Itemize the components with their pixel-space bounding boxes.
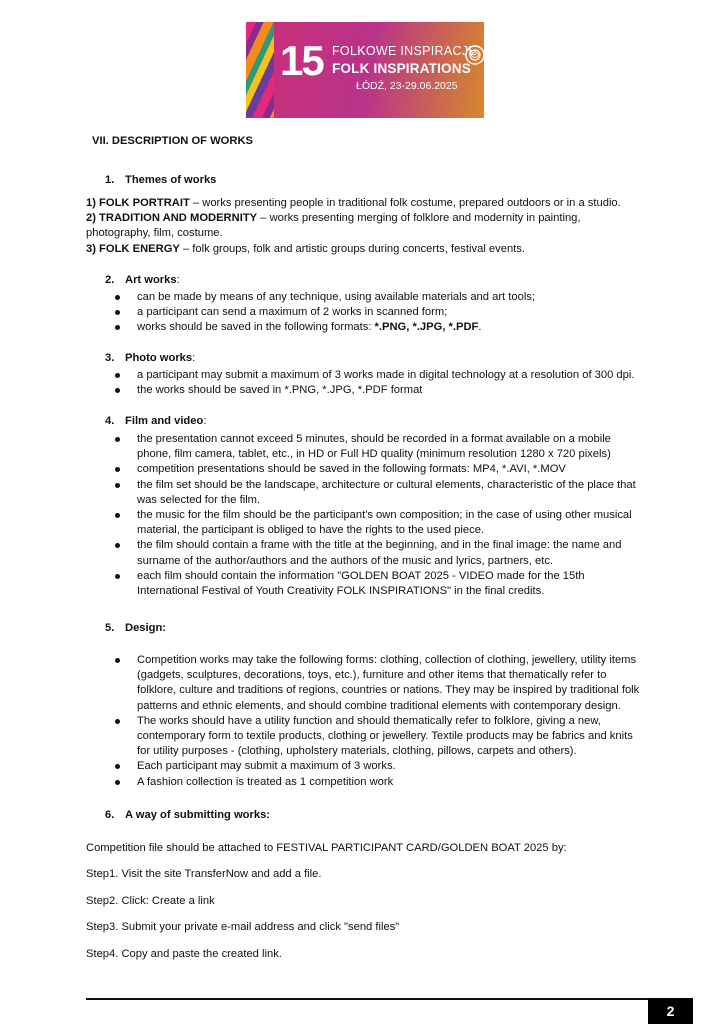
section-number: 3. — [105, 352, 115, 364]
section-number: 4. — [105, 415, 115, 427]
page-heading: VII. DESCRIPTION OF WORKS — [92, 135, 253, 147]
theme-label: 1) FOLK PORTRAIT — [86, 197, 190, 209]
section-number: 2. — [105, 274, 115, 286]
footer-rule — [86, 998, 649, 1000]
section-art-title — [105, 273, 180, 288]
list-item: The works should have a utility function and should thematically refer to folklore, giving a new, contemporary form to textile products, clothing or jewellery. Textile products may be fabrics and knits for utility purposes - (clothing, upholstery materials, clothing, pillows, carpets and others). — [108, 714, 644, 760]
theme-text: – folk groups, folk and artistic groups during concerts, festival events. — [179, 242, 525, 255]
section-number: 1. — [105, 174, 115, 186]
festival-banner — [246, 22, 484, 118]
banner-number: 15 — [280, 37, 323, 84]
list-item: the film set should be the landscape, architecture or cultural elements, characteristic of the place that was selected for the film. — [108, 478, 644, 508]
list-item: the works should be saved in *.PNG, *.JPG, *.PDF format — [108, 383, 644, 398]
section-title-text: Film and video — [125, 415, 204, 427]
submit-step: Step2. Click: Create a link — [86, 895, 215, 907]
section-title-text: Design: — [125, 622, 167, 634]
banner-title-pl: FOLKOWE INSPIRACJE — [332, 44, 478, 58]
theme-item — [86, 242, 646, 257]
banner-place-date: ŁÓDŹ, 23-29.06.2025 — [356, 80, 458, 92]
page-number: 2 — [648, 998, 693, 1024]
list-item — [108, 320, 644, 335]
theme-text: – works presenting merging of folklore and modernity in painting, photography, film, costume. — [86, 212, 581, 240]
section-title-text: Art works — [125, 274, 177, 286]
theme-label: 2) TRADITION AND MODERNITY — [86, 212, 258, 225]
title-colon: : — [192, 352, 196, 364]
design-bullets — [108, 653, 644, 790]
section-title-text: Photo works — [125, 352, 193, 364]
banner-title-en: FOLK INSPIRATIONS — [332, 61, 471, 76]
section-themes-title — [105, 173, 216, 188]
submit-step: Step4. Copy and paste the created link. — [86, 948, 282, 960]
section-title-text: Themes of works — [125, 174, 217, 186]
list-item: Competition works may take the following forms: clothing, collection of clothing, jewellery, utility items (gadgets, sculptures, decorations, toys, etc.), furniture and other items that thematically refer to folklore, culture and traditions of regions, countries or nations. They may be inspired by traditional folk patterns and ethnic elements, and should combine traditional elements with contemporary design. — [108, 653, 644, 714]
film-bullets — [108, 432, 644, 599]
list-item: the presentation cannot exceed 5 minutes, should be recorded in a format available on a mobile phone, film camera, tablet, etc., in HD or Full HD quality (minimum resolution 1280 x 720 pixels) — [108, 432, 644, 462]
section-film-title — [105, 414, 206, 429]
art-bullets — [108, 290, 644, 336]
section-number: 6. — [105, 809, 115, 821]
submit-step: Step3. Submit your private e-mail address and click "send files" — [86, 921, 400, 933]
banner-panel — [274, 22, 484, 118]
title-colon: : — [176, 274, 180, 286]
list-item: each film should contain the information "GOLDEN BOAT 2025 - VIDEO made for the 15th International Festival of Youth Creativity FOLK INSPIRATIONS" in the final credits. — [108, 569, 644, 599]
submit-step: Step1. Visit the site TransferNow and add a file. — [86, 868, 322, 880]
formats-suffix: . — [478, 321, 482, 334]
themes-list — [86, 196, 646, 257]
theme-item — [86, 196, 646, 211]
section-title-text: A way of submitting works: — [125, 809, 271, 821]
list-item: the film should contain a frame with the title at the beginning, and in the final image: the name and surname of the author/authors and the authors of the music and lyrics, partners, etc. — [108, 538, 644, 568]
title-colon: : — [203, 415, 207, 427]
list-item: a participant may submit a maximum of 3 works made in digital technology at a resolution of 300 dpi. — [108, 368, 644, 383]
photo-bullets — [108, 368, 644, 398]
theme-item — [86, 211, 646, 241]
section-design-title — [105, 621, 166, 636]
rose-logo-icon — [464, 44, 484, 66]
theme-text: – works presenting people in traditional folk costume, prepared outdoors or in a studio. — [189, 197, 621, 209]
list-item: Each participant may submit a maximum of 3 works. — [108, 759, 644, 774]
submit-intro: Competition file should be attached to FESTIVAL PARTICIPANT CARD/GOLDEN BOAT 2025 by: — [86, 842, 567, 854]
list-item: a participant can send a maximum of 2 works in scanned form; — [108, 305, 644, 320]
section-number: 5. — [105, 622, 115, 634]
section-photo-title — [105, 351, 195, 366]
list-item: competition presentations should be saved in the following formats: MP4, *.AVI, *.MOV — [108, 462, 644, 477]
formats-bold: *.PNG, *.JPG, *.PDF — [374, 321, 479, 334]
section-submit-title — [105, 808, 270, 823]
formats-prefix: works should be saved in the following formats: — [137, 321, 375, 334]
theme-label: 3) FOLK ENERGY — [86, 242, 180, 255]
list-item: A fashion collection is treated as 1 competition work — [108, 775, 644, 790]
list-item: can be made by means of any technique, using available materials and art tools; — [108, 290, 644, 305]
list-item: the music for the film should be the participant's own composition; in the case of using other musical material, the participant is obliged to have the rights to the used piece. — [108, 508, 644, 538]
